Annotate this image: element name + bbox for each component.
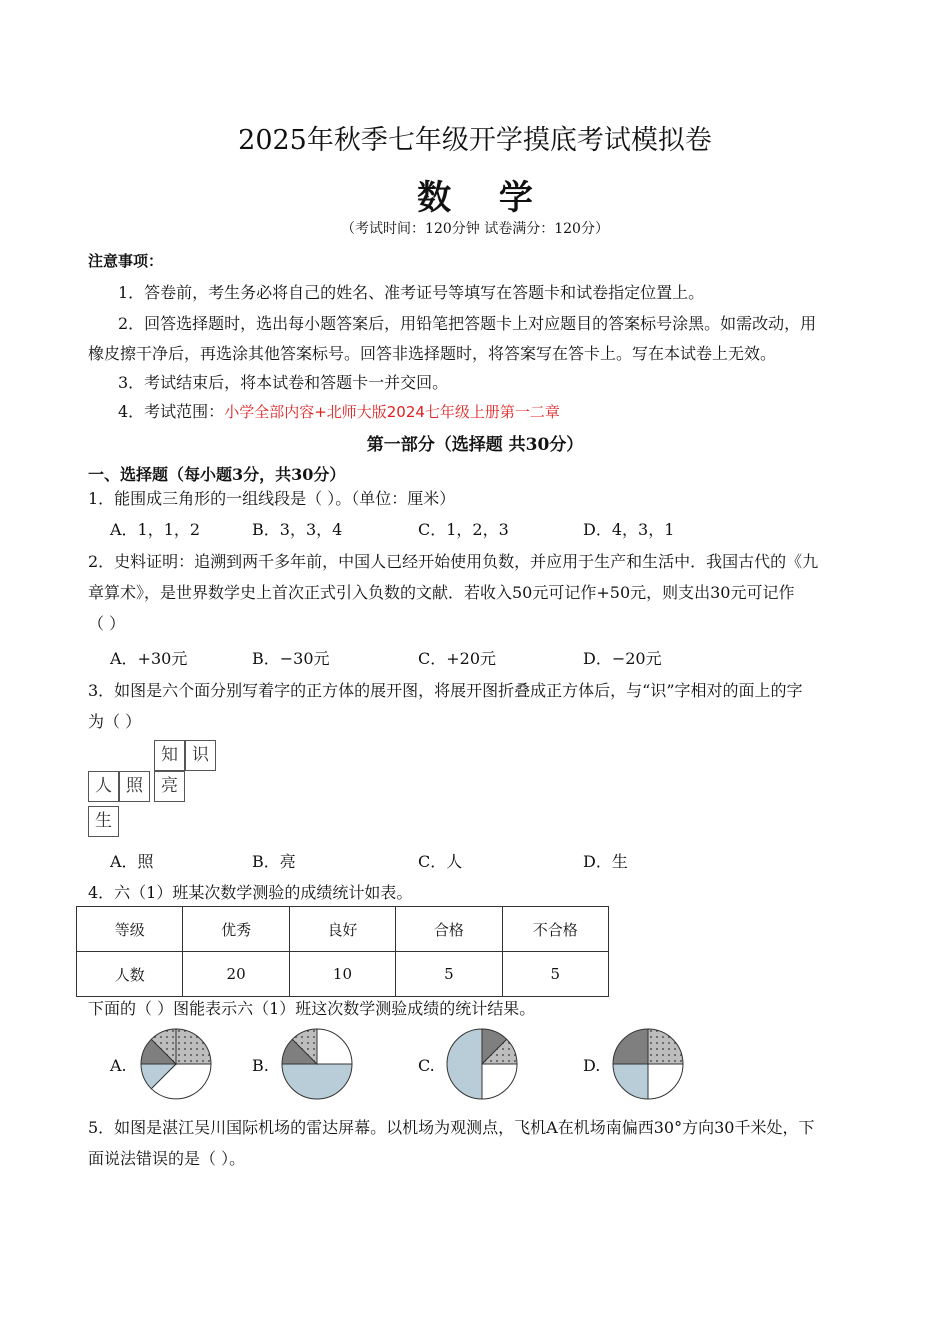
q2-option-c: C．+20元 [418, 649, 497, 668]
q4-stem: 4．六（1）班某次数学测验的成绩统计如表。 [88, 883, 413, 902]
cube-face-ren: 人 [88, 771, 119, 802]
q3-line-2: 为（ ） [88, 712, 142, 731]
q2-option-d: D．−20元 [583, 649, 662, 668]
q3-option-b: B．亮 [252, 852, 296, 871]
q2-line-3: （ ） [88, 614, 126, 633]
table-cell: 20 [183, 952, 289, 997]
q2-line-1: 2．史料证明：追溯到两千多年前，中国人已经开始使用负数，并应用于生产和生活中．我国古代的《九 [88, 552, 819, 571]
q5-line-1: 5．如图是湛江吴川国际机场的雷达屏幕。以机场为观测点，飞机A在机场南偏西30°方向30千米处，下 [88, 1118, 815, 1137]
table-row [77, 952, 609, 997]
q4-option-a-label: A. [110, 1056, 127, 1075]
scope-label: 4．考试范围： [118, 402, 225, 421]
q5-line-2: 面说法错误的是（ ）。 [88, 1149, 246, 1168]
q3-line-1: 3．如图是六个面分别写着字的正方体的展开图，将展开图折叠成正方体后，与“识”字相对的面上的字 [88, 681, 803, 700]
table-cell: 等级 [77, 907, 183, 952]
cube-face-shi: 识 [185, 740, 216, 771]
note-item-1: 1．答卷前，考生务必将自己的姓名、准考证号等填写在答题卡和试卷指定位置上。 [118, 283, 705, 302]
part-title: 第一部分（选择题 共30分） [366, 435, 584, 455]
cube-net [88, 740, 228, 840]
q4-option-b-label: B. [252, 1056, 269, 1075]
q3-option-c: C．人 [418, 852, 463, 871]
q4-follow: 下面的（ ）图能表示六（1）班这次数学测验成绩的统计结果。 [88, 999, 536, 1018]
q2-option-a: A．+30元 [110, 649, 188, 668]
section-title: 一、选择题（每小题3分，共30分） [88, 465, 346, 484]
subject-title: 数 学 [417, 178, 551, 218]
exam-title: 2025年秋季七年级开学摸底考试模拟卷 [238, 125, 712, 156]
table-header-row [77, 907, 609, 952]
pie-chart-a [139, 1027, 213, 1101]
q1-option-a: A．1，1，2 [110, 520, 201, 539]
cube-face-liang: 亮 [154, 771, 185, 802]
q4-option-d-label: D. [583, 1056, 601, 1075]
q2-option-b: B．−30元 [252, 649, 330, 668]
q3-option-a: A．照 [110, 852, 154, 871]
note-item-3: 3．考试结束后，将本试卷和答题卡一并交回。 [118, 373, 449, 392]
table-cell: 不合格 [502, 907, 608, 952]
scope-value: 小学全部内容+北师大版2024七年级上册第一二章 [224, 403, 560, 421]
table-cell: 5 [502, 952, 608, 997]
q1-option-d: D．4，3，1 [583, 520, 675, 539]
q1-option-b: B．3，3，4 [252, 520, 343, 539]
table-cell: 5 [396, 952, 502, 997]
q1-option-c: C．1，2，3 [418, 520, 509, 539]
pie-chart-c [445, 1027, 519, 1101]
table-cell: 人数 [77, 952, 183, 997]
exam-info: （考试时间：120分钟 试卷满分：120分） [341, 221, 609, 237]
table-cell: 优秀 [183, 907, 289, 952]
grades-table [76, 906, 609, 997]
pie-chart-d [611, 1027, 685, 1101]
cube-face-sheng: 生 [88, 806, 119, 837]
table-cell: 合格 [396, 907, 502, 952]
note-item-4 [118, 399, 560, 422]
note-item-2-cont: 橡皮擦干净后，再选涂其他答案标号。回答非选择题时，将答案写在答卡上。写在本试卷上无效。 [88, 344, 777, 363]
note-item-2: 2．回答选择题时，选出每小题答案后，用铅笔把答题卡上对应题目的答案标号涂黑。如需改动，用 [118, 314, 817, 333]
cube-face-zhao: 照 [119, 771, 150, 802]
cube-face-zhi: 知 [154, 740, 185, 771]
q3-option-d: D．生 [583, 852, 628, 871]
q1-stem: 1．能围成三角形的一组线段是（ ）。（单位：厘米） [88, 489, 456, 508]
q2-line-2: 章算术》，是世界数学史上首次正式引入负数的文献．若收入50元可记作+50元，则支出30元可记作 [88, 583, 795, 602]
table-cell: 10 [289, 952, 395, 997]
notes-heading: 注意事项： [88, 252, 164, 270]
pie-chart-b [280, 1027, 354, 1101]
q4-option-c-label: C. [418, 1056, 435, 1075]
table-cell: 良好 [289, 907, 395, 952]
